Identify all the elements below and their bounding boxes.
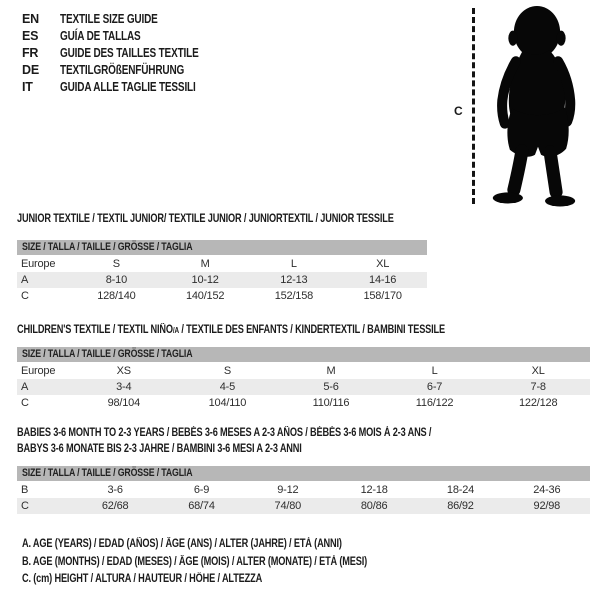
table-row-age xyxy=(17,272,427,288)
cell: 86/92 xyxy=(447,500,474,512)
row-label: A xyxy=(21,381,29,393)
cell: 4-5 xyxy=(219,381,236,393)
babies-table-section xyxy=(17,425,590,514)
lang-row-es xyxy=(22,28,233,45)
cell: 10-12 xyxy=(191,274,219,286)
cell: M xyxy=(200,258,210,270)
cell: XL xyxy=(531,365,545,377)
lang-title-en: TEXTILE SIZE GUIDE xyxy=(60,12,158,26)
lang-code-fr: FR xyxy=(22,46,39,60)
table-row-europe xyxy=(17,256,427,272)
cell: 110/116 xyxy=(312,397,350,409)
row-label: C xyxy=(21,290,29,302)
footnote-b: B. AGE (MONTHS) / EDAD (MESES) / ÂGE (MOIS) / ALTER (MONATE) / ETÀ (MESI) xyxy=(22,555,368,568)
lang-title-de: TEXTILGRÖßENFÜHRUNG xyxy=(60,63,185,77)
cell: 152/158 xyxy=(274,290,314,302)
footnotes xyxy=(22,536,453,589)
lang-code-en: EN xyxy=(22,12,39,26)
cell: 12-13 xyxy=(280,274,308,286)
size-header-bar xyxy=(17,240,427,255)
cell: 116/122 xyxy=(415,397,454,409)
baby-silhouette-icon xyxy=(482,4,596,210)
row-label: Europe xyxy=(21,258,56,270)
row-label: Europe xyxy=(21,365,56,377)
cell: 5-6 xyxy=(323,381,339,393)
table-row-europe xyxy=(17,363,590,379)
row-label: A xyxy=(21,274,29,286)
size-header-text: SIZE / TALLA / TAILLE / GRÖSSE / TAGLIA xyxy=(22,348,193,360)
lang-row-de xyxy=(22,62,233,79)
babies-size-table xyxy=(17,482,590,514)
cell: 80/86 xyxy=(360,500,388,512)
cell: 12-18 xyxy=(360,484,388,496)
language-header xyxy=(22,11,233,96)
cell: 9-12 xyxy=(277,484,299,496)
cell: 14-16 xyxy=(369,274,397,286)
junior-table-title: JUNIOR TEXTILE / TEXTIL JUNIOR/ TEXTILE JUNIOR / JUNIORTEXTIL / JUNIOR TESSILE xyxy=(17,213,394,225)
cell: 98/104 xyxy=(107,397,141,409)
children-size-table xyxy=(17,363,590,411)
height-dashed-line xyxy=(472,8,475,204)
size-header-bar xyxy=(17,347,590,362)
children-table-title: CHILDREN'S TEXTILE / TEXTIL NIÑO/A / TEXTILE DES ENFANTS / KINDERTEXTIL / BAMBINI TESSILE xyxy=(17,324,445,336)
lang-title-fr: GUIDE DES TAILLES TEXTILE xyxy=(60,46,199,60)
cell: S xyxy=(223,365,231,377)
lang-code-es: ES xyxy=(22,29,39,43)
cell: 104/110 xyxy=(208,397,247,409)
table-row-height xyxy=(17,498,590,514)
lang-row-it xyxy=(22,79,233,96)
footnote-c: C. (cm) HEIGHT / ALTURA / HAUTEUR / HÖHE / ALTEZZA xyxy=(22,573,263,585)
table-row-height xyxy=(17,395,590,411)
junior-table-section xyxy=(17,212,427,304)
cell: 140/152 xyxy=(185,290,225,302)
table-row-months xyxy=(17,482,590,498)
baby-head xyxy=(514,6,560,58)
cell: L xyxy=(290,258,297,270)
table-row-age xyxy=(17,379,590,395)
cell: 122/128 xyxy=(519,397,558,409)
footnote-a: A. AGE (YEARS) / EDAD (AÑOS) / ÂGE (ANS) / ALTER (JAHRE) / ETÀ (ANNI) xyxy=(22,538,342,550)
cell: 128/140 xyxy=(97,290,136,302)
cell: XL xyxy=(376,258,390,270)
cell: 68/74 xyxy=(188,500,215,512)
lang-title-es: GUÍA DE TALLAS xyxy=(60,29,141,43)
cell: 62/68 xyxy=(101,500,129,512)
cell: XS xyxy=(116,365,131,377)
cell: 18-24 xyxy=(446,484,475,496)
cell: 92/98 xyxy=(533,500,561,512)
cell: 158/170 xyxy=(363,290,402,302)
cell: S xyxy=(112,258,120,270)
size-header-bar xyxy=(17,466,590,481)
cell: 8-10 xyxy=(105,274,127,286)
lang-row-fr xyxy=(22,45,233,62)
height-c-label: C xyxy=(454,104,463,118)
size-header-text: SIZE / TALLA / TAILLE / GRÖSSE / TAGLIA xyxy=(22,467,193,479)
cell: 6-7 xyxy=(426,381,443,393)
lang-title-it: GUIDA ALLE TAGLIE TESSILI xyxy=(60,80,196,94)
lang-code-de: DE xyxy=(22,63,39,77)
junior-size-table xyxy=(17,256,427,304)
row-label: B xyxy=(21,484,29,496)
table-row-height xyxy=(17,288,427,304)
cell: M xyxy=(326,365,336,377)
size-header-text: SIZE / TALLA / TAILLE / GRÖSSE / TAGLIA xyxy=(22,241,193,253)
row-label: C xyxy=(21,397,29,409)
baby-figure-block xyxy=(452,4,598,210)
babies-table-title: BABIES 3-6 MONTH TO 2-3 YEARS / BEBÉS 3-6 MESES A 2-3 AÑOS / BÉBÉS 3-6 MOIS À 2-3 ANS / BABYS 3-6 MONATE BIS 2-3 JAHRE / BAMBINI 3-6 MESI A 2-3 ANNI xyxy=(17,427,432,455)
cell: 3-6 xyxy=(107,484,123,496)
cell: 7-8 xyxy=(530,381,546,393)
cell: 6-9 xyxy=(193,484,210,496)
row-label: C xyxy=(21,500,29,512)
lang-row-en xyxy=(22,11,233,28)
lang-code-it: IT xyxy=(22,80,33,94)
cell: 74/80 xyxy=(274,500,302,512)
children-table-section xyxy=(17,323,590,411)
cell: 3-4 xyxy=(116,381,132,393)
cell: 24-36 xyxy=(533,484,561,496)
cell: L xyxy=(431,365,438,377)
